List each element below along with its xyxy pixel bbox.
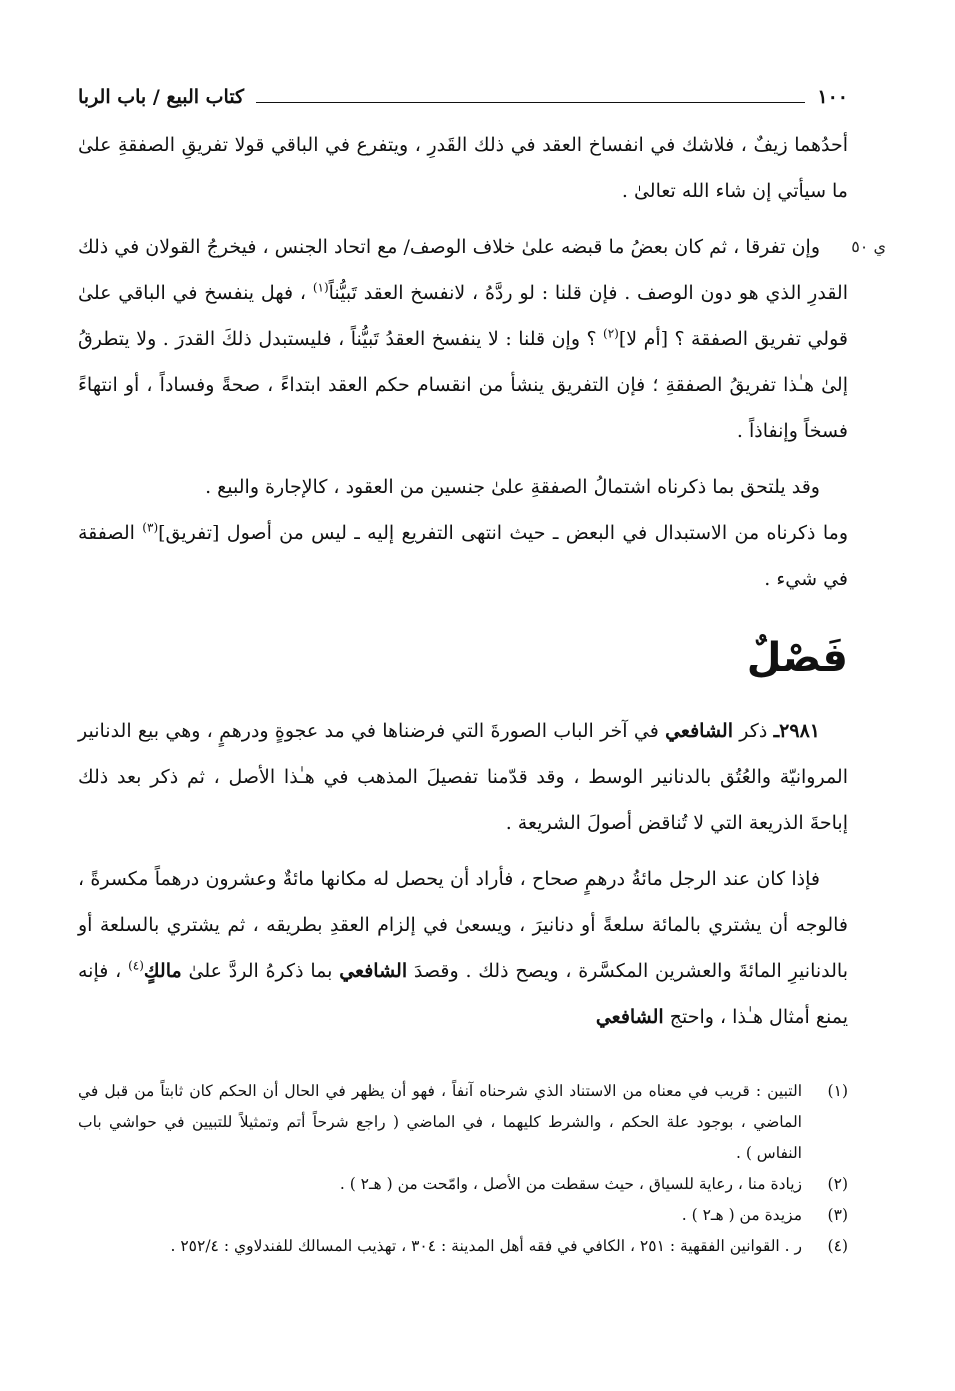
margin-note: ي ٥٠ — [851, 237, 886, 256]
footnote-text: ر . القوانين الفقهية : ٢٥١ ، الكافي في فقه أهل المدينة : ٣٠٤ ، تهذيب المسالك للفندلاوي : ٢٥٢/٤ . — [170, 1237, 802, 1255]
paragraph-3 — [78, 464, 848, 510]
footnote-ref-1[interactable]: (١) — [312, 280, 329, 295]
paragraph-text: وقد يلتحق بما ذكرناه اشتمالُ الصفقةِ علىٰ جنسين من العقود ، كالإجارة والبيع . — [205, 476, 820, 498]
name-shafii: الشافعي — [595, 1006, 664, 1028]
footnote-2 — [78, 1169, 848, 1200]
footnote-1 — [78, 1076, 848, 1169]
paragraph-text: في آخر الباب الصورةَ التي فرضناها في مد عجوةٍ ودرهمٍ ، وهي بيع الدنانير المروانيّة والعُتُق بالدنانير الوسط ، وقد قدّمنا تفصيلَ المذهب في هـٰذا الأصل ، ثم ذكر بعد ذلك إباحةَ الذريعة التي لا تُناقض أصولَ الشريعة . — [78, 720, 848, 834]
paragraph-text: ؟ وإن قلنا : لا ينفسخ العقدُ تَبيُّناً ، فليستبدل ذلكَ القدرَ . ولا يتطرقُ إلىٰ هـٰذا تفريقُ الصفقةِ ؛ فإن التفريق ينشأ من انقسام حكم العقد ابتداءً ، صحةً وفساداً ، أو انتهاءً فسخاً وإنفاذاً . — [78, 328, 848, 442]
page-header — [78, 78, 848, 116]
main-text — [78, 122, 886, 1040]
paragraph-2 — [78, 224, 886, 454]
footnote-text: مزيدة من ( هـ٢ ) . — [681, 1206, 802, 1224]
paragraph-text: ذكر — [733, 720, 774, 742]
numbered-paragraph — [78, 708, 848, 846]
page-number: ١٠٠ — [817, 86, 848, 108]
paragraph-text: فإذا كان عند الرجل مائةُ درهمٍ صحاح ، فأراد أن يحصل له مكانها مائةٌ وعشرون درهماً مكسرةً ، فالوجه أن يشتري بالمائة سلعةً أو دنانيرَ ، ويسعىٰ في إلزام العقدِ بطريقه ، ثم يشتري بالسلعة أو بالدنانيرِ المائةَ والعشرين المكسَّرة ، ويصح ذلك . وقصدَ — [78, 868, 848, 982]
document-page — [78, 78, 886, 1262]
paragraph-text: بما ذكرهُ الردَّ علىٰ — [181, 960, 340, 982]
footnote-ref-4[interactable]: (٤) — [128, 958, 144, 973]
paragraph-text: وإن تفرقا ، ثم كان بعضُ ما قبضه علىٰ خلاف الوصف/ مع اتحاد الجنس ، فيخرجُ القولان في ذلك القدرِ الذي هو دون الوصف . فإن قلنا : لو ردَّهُ ، لانفسخ العقد تَبيُّناً — [78, 236, 849, 304]
footnotes — [78, 1076, 848, 1262]
paragraph-1 — [78, 122, 848, 214]
footnote-number: (٣) — [827, 1206, 848, 1224]
footnote-text: التبين : قريب في معناه من الاستناد الذي شرحناه آنفاً ، فهو أن يظهر في الحال أن الحكم كان ثابتاً من قبل في الماضي ، بوجود علة الحكم ، والشرط كليهما ، في الماضي ( راجع شرحاً أتم وتمثيلاً للتبيين في حواشي باب النفاس ) . — [78, 1082, 802, 1162]
paragraph-4 — [78, 510, 848, 602]
footnote-ref-2[interactable]: (٢) — [603, 326, 619, 341]
name-shafii: الشافعي — [339, 960, 408, 982]
paragraph-text: وما ذكرناه من الاستبدال في البعض ـ حيث انتهى التفريع إليه ـ ليس من أصول [تفريق] — [158, 522, 848, 544]
footnote-number: (٤) — [827, 1237, 848, 1255]
paragraph-text: أحدُهما زيفٌ ، فلاشك في انفساخ العقد في ذلك القَدرِ ، ويتفرع في الباقي قولا تفريقِ الصفقةِ علىٰ ما سيأتي إن شاء الله تعالىٰ . — [78, 134, 848, 202]
paragraph-text: ، فهل ينفسخ في الباقي علىٰ قولي تفريق الصفقة ؟ [أم لا] — [78, 282, 848, 350]
footnote-number: (٢) — [827, 1175, 848, 1193]
paragraph-text: الصفقة في شيء . — [78, 522, 848, 590]
section-heading: فَصْلٌ — [746, 635, 848, 681]
name-malik: مالكٍ — [143, 960, 182, 982]
footnote-3 — [78, 1200, 848, 1231]
paragraph-text: ، فإنه يمنع أمثال هـٰذا ، واحتج — [78, 960, 848, 1028]
footnote-ref-3[interactable]: (٣) — [142, 520, 159, 535]
name-shafii: الشافعي — [665, 720, 733, 742]
paragraph-6 — [78, 856, 848, 1040]
header-rule — [256, 102, 805, 103]
footnote-text: زيادة منا ، رعاية للسياق ، حيث سقطت من الأصل ، وامّحت من ( هـ٢ ) . — [339, 1175, 802, 1193]
running-title: كتاب البيع / باب الربا — [78, 86, 245, 108]
footnote-4 — [78, 1231, 848, 1262]
footnote-number: (١) — [827, 1082, 848, 1100]
paragraph-number: ٢٩٨١ـ — [773, 720, 820, 742]
